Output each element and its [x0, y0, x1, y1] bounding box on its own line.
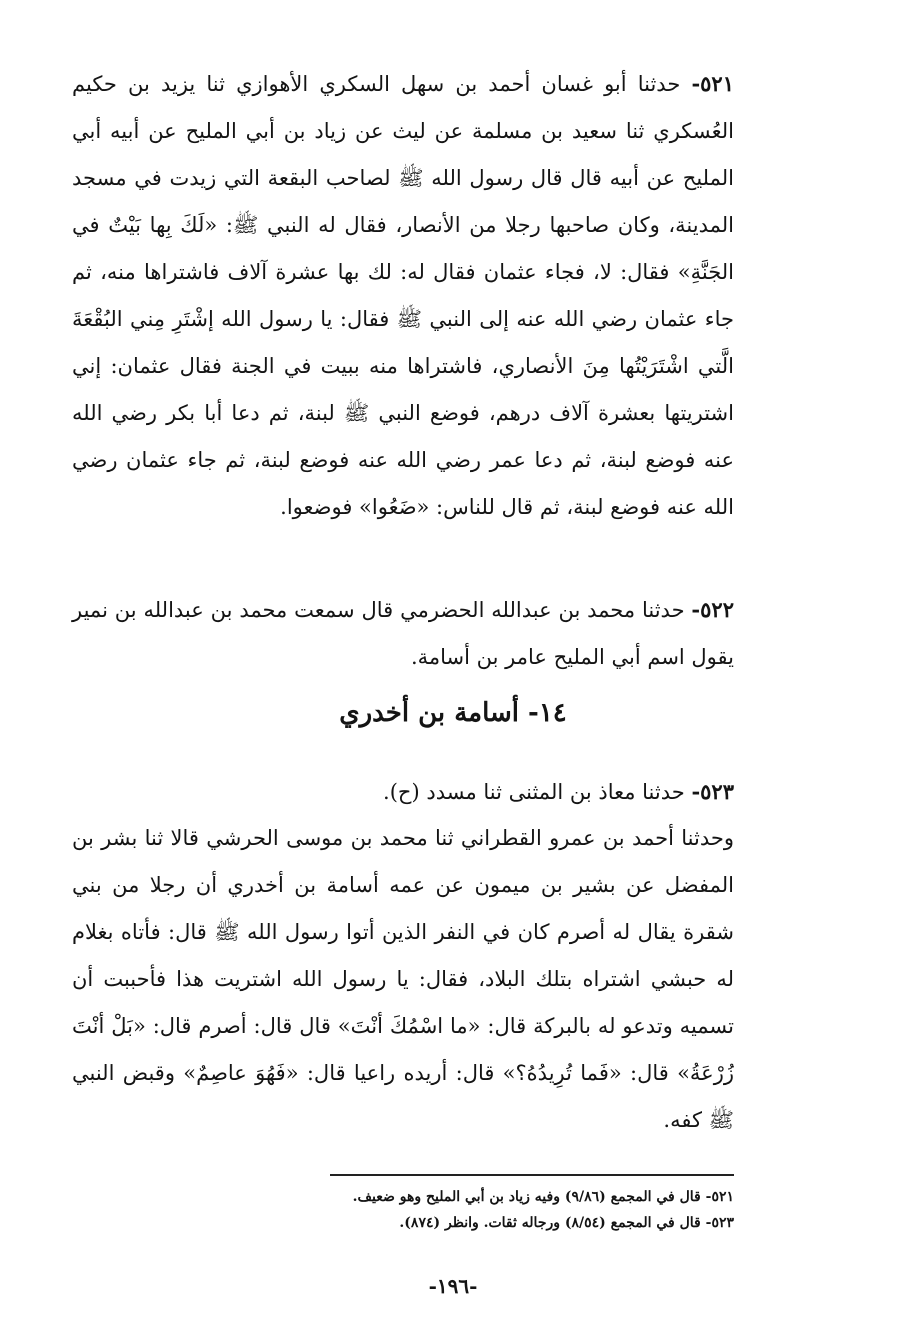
- hadith-number: ٥٢٣-: [691, 779, 734, 804]
- hadith-number: ٥٢١-: [691, 71, 734, 96]
- hadith-522: [72, 586, 734, 681]
- hadith-text: حدثنا معاذ بن المثنى ثنا مسدد (ح).: [383, 780, 685, 804]
- hadith-number: ٥٢٢-: [691, 597, 734, 622]
- hadith-text: وحدثنا أحمد بن عمرو القطراني ثنا محمد بن موسى الحرشي قالا ثنا بشر بن المفضل عن بشير بن ميمون عن عمه أسامة بن أخدري أن رجلا من بني شقرة يقال له أصرم كان في النفر الذين أتوا رسول الله ﷺ قال: فأتاه بغلام له حبشي اشتراه بتلك البلاد، فقال: يا رسول الله اشتريت هذا فأحببت أن تسميه وتدعو له بالبركة قال: «ما اسْمُكَ أنْتَ» قال قال: أصرم قال: «بَلْ أنْتَ زُرْعَةُ» قال: «فَما تُرِيدُهُ؟» قال: أريده راعيا قال: «فَهُوَ عاصِمٌ» وقبض النبي ﷺ كفه.: [72, 826, 735, 1132]
- footnote-521: ٥٢١- قال في المجمع (٩/٨٦) وفيه زياد بن أبي المليح وهو ضعيف.: [352, 1189, 734, 1205]
- section-heading: ١٤- أسامة بن أخدري: [339, 698, 567, 728]
- footnotes: [250, 1184, 734, 1236]
- footnote-523: ٥٢٣- قال في المجمع (٨/٥٤) ورجاله ثقات. وانظر (٨٧٤).: [399, 1215, 734, 1231]
- hadith-523-chain: [72, 768, 734, 816]
- hadith-text: حدثنا محمد بن عبدالله الحضرمي قال سمعت محمد بن عبدالله بن نمير يقول اسم أبي المليح عامر بن أسامة.: [72, 598, 734, 669]
- page-number: -١٩٦-: [428, 1274, 478, 1298]
- hadith-521: [72, 60, 734, 531]
- footnote-divider: [330, 1174, 734, 1176]
- hadith-523-text: [72, 815, 734, 1144]
- hadith-text: حدثنا أبو غسان أحمد بن سهل السكري الأهوازي ثنا يزيد بن حكيم العُسكري ثنا سعيد بن مسلمة عن ليث عن زياد بن أبي المليح عن أبيه أبي المليح عن أبيه قال قال رسول الله ﷺ لصاحب البقعة التي زيدت في مسجد المدينة، وكان صاحبها رجلا من الأنصار، فقال له النبي ﷺ: «لَكَ بِها بَيْتٌ في الجَنَّةِ» فقال: لا، فجاء عثمان فقال له: لك بها عشرة آلاف فاشتراها منه، ثم جاء عثمان رضي الله عنه إلى النبي ﷺ فقال: يا رسول الله إشْتَرِ مِني البُقْعَةَ الَّتي اشْتَرَيْتُها مِنَ الأنصاري، فاشتراها منه ببيت في الجنة فقال عثمان: إني اشتريتها بعشرة آلاف درهم، فوضع النبي ﷺ لبنة، ثم دعا أبا بكر رضي الله عنه فوضع لبنة، ثم دعا عمر رضي الله عنه فوضع لبنة، ثم جاء عثمان رضي الله عنه فوضع لبنة، ثم قال للناس: «ضَعُوا» فوضعوا.: [72, 72, 734, 519]
